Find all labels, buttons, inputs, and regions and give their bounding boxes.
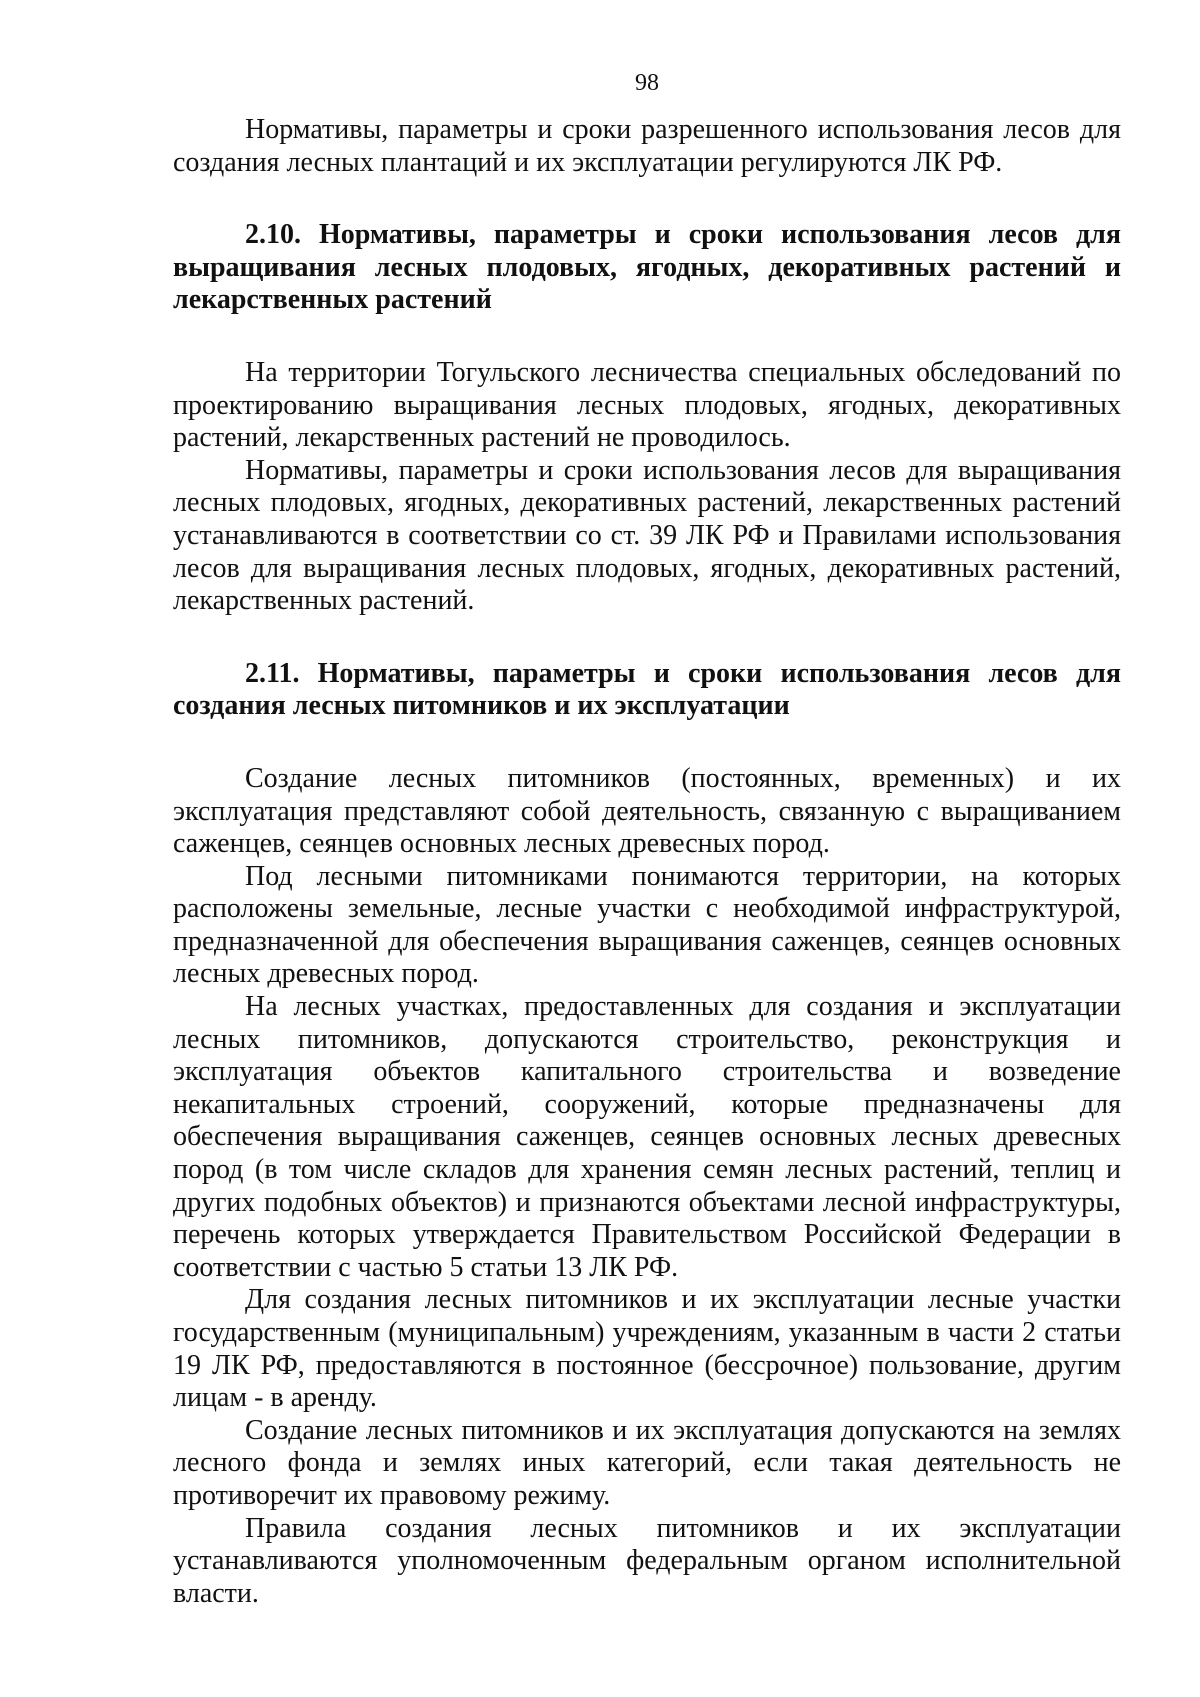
section-2-10-heading: 2.10. Нормативы, параметры и сроки использования лесов для выращивания лесных плодовых, ягодных, декоративных растений и лекарственных растений: [173, 219, 1121, 316]
section-2-11-paragraph: Создание лесных питомников (постоянных, временных) и их эксплуатация представляют собой деятельность, связанную с выращиванием саженцев, сеянцев основных лесных древесных пород.: [173, 762, 1121, 860]
section-2-11-paragraph: Под лесными питомниками понимаются территории, на которых расположены земельные, лесные участки с необходимой инфраструктурой, предназначенной для обеспечения выращивания саженцев, сеянцев основных лесных древесных пород.: [173, 860, 1121, 990]
page-number: 98: [635, 70, 659, 96]
section-2-11-paragraph: На лесных участках, предоставленных для создания и эксплуатации лесных питомников, допускаются строительство, реконструкция и эксплуатация объектов капитального строительства и возведение некапитальных строений, сооружений, которые предназначены для обеспечения выращивания саженцев, сеянцев основных лесных древесных пород (в том числе складов для хранения семян лесных растений, теплиц и других подобных объектов) и признаются объектами лесной инфраструктуры, перечень которых утверждается Правительством Российской Федерации в соответствии с частью 5 статьи 13 ЛК РФ.: [173, 991, 1121, 1283]
section-2-11: [173, 658, 1121, 1611]
section-2-11-paragraph: Правила создания лесных питомников и их эксплуатации устанавливаются уполномоченным федеральным органом исполнительной власти.: [173, 1512, 1121, 1609]
section-2-11-heading: 2.11. Нормативы, параметры и сроки использования лесов для создания лесных питомников и их эксплуатации: [173, 657, 1121, 722]
section-2-11-paragraph: Создание лесных питомников и их эксплуатация допускаются на землях лесного фонда и землях иных категорий, если такая деятельность не противоречит их правовому режиму.: [173, 1414, 1121, 1511]
section-2-10: [173, 219, 1121, 618]
section-2-10-paragraph: Нормативы, параметры и сроки использования лесов для выращивания лесных плодовых, ягодных, декоративных растений, лекарственных растений устанавливаются в соответствии со ст. 39 ЛК РФ и Правилами использования лесов для выращивания лесных плодовых, ягодных, декоративных растений, лекарственных растений.: [173, 454, 1121, 617]
section-2-10-paragraph: На территории Тогульского лесничества специальных обследований по проектированию выращивания лесных плодовых, ягодных, декоративных растений, лекарственных растений не проводилось.: [173, 356, 1121, 454]
page-content: [173, 114, 1121, 1610]
section-2-11-paragraph: Для создания лесных питомников и их эксплуатации лесные участки государственным (муниципальным) учреждениям, указанным в части 2 статьи 19 ЛК РФ, предоставляются в постоянное (бессрочное) пользование, другим лицам - в аренду.: [173, 1284, 1121, 1414]
intro-paragraph: Нормативы, параметры и сроки разрешенного использования лесов для создания лесных плантаций и их эксплуатации регулируются ЛК РФ.: [173, 114, 1121, 178]
